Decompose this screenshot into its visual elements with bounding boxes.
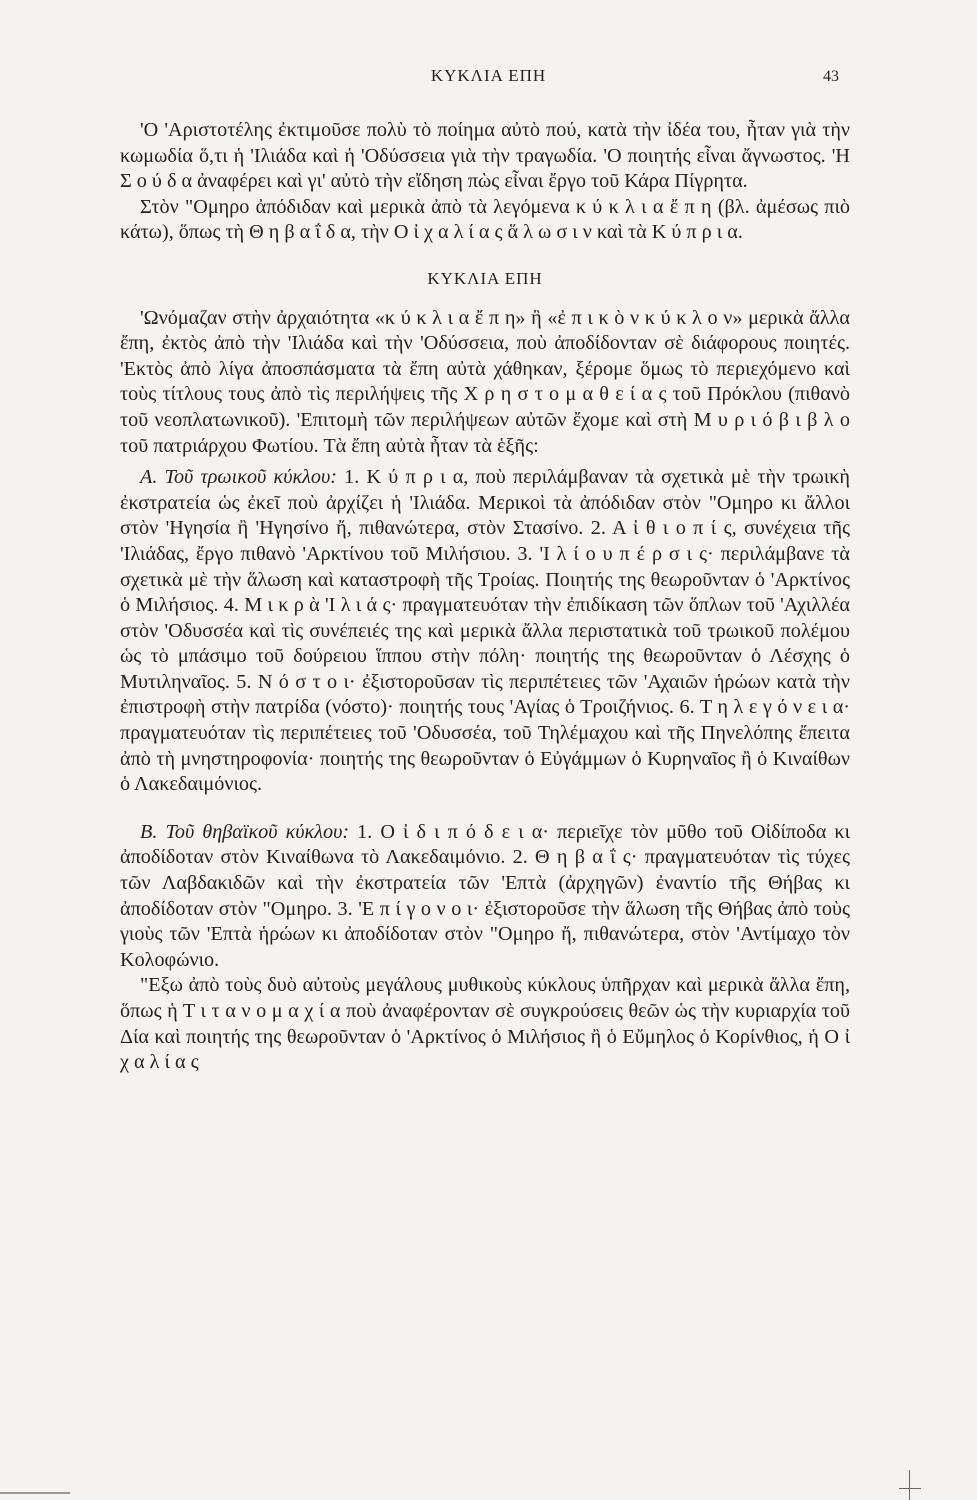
- theban-cycle-label: Β. Τοῦ θηβαϊκοῦ κύκλου:: [140, 820, 350, 843]
- text-column: [120, 118, 850, 1076]
- paragraph-other-epics: "Εξω ἀπὸ τοὺς δυὸ αὐτοὺς μεγάλους μυθικοὺς κύκλους ὑπῆρχαν καὶ μερικὰ ἄλλα ἔπη, ὅπως ἡ Τ ι τ α ν ο μ α χ ί α ποὺ ἀναφέρονταν σὲ συγκρούσεις θεῶν ὡς τὴν κυριαρχία τοῦ Δία καὶ ποιητής της θεωροῦνταν ὁ 'Αρκτίνος ὁ Μιλήσιος ἢ ὁ Εὔμηλος ὁ Κορίνθιος, ἡ Ο ἰ χ α λ ί α ς: [120, 974, 850, 1074]
- page-header: [0, 66, 977, 96]
- theban-cycle-text: 1. Ο ἰ δ ι π ό δ ε ι α· περιεῖχε τὸν μῦθο τοῦ Οἰδίποδα κι ἀποδίδοταν στὸν Κιναίθωνα τὸ Λακεδαιμόνιο. 2. Θ η β α ΐ ς· πραγματευόταν τὶς τύχες τῶν Λαβδακιδῶν καὶ τὴν ἐκστρατεία τῶν 'Επτὰ (ἀρχηγῶν) ἐναντίο τῆς Θήβας κι ἀποδίδοταν στὸν "Ομηρο. 3. 'Ε π ί γ ο ν ο ι· ἐξιστοροῦσε τὴν ἅλωση τῆς Θήβας ἀπὸ τοὺς γιοὺς τῶν 'Επτὰ ἡρώων κι ἀποδίδοταν στὸν "Ομηρο ἤ, πιθανώτερα, στὸν 'Αντίμαχο τὸν Κολοφώνιο.: [120, 820, 851, 971]
- paragraph-trojan-cycle: [120, 465, 850, 798]
- trojan-cycle-label: Α. Τοῦ τρωικοῦ κύκλου:: [140, 466, 337, 489]
- page-number: 43: [823, 68, 839, 85]
- scan-edge-strip: [0, 1492, 70, 1494]
- paragraph-homer-attribution: Στὸν "Ομηρο ἀπόδιδαν καὶ μερικὰ ἀπὸ τὰ λεγόμενα κ ύ κ λ ι α ἔ π η (βλ. ἀμέσως πιὸ κάτω), ὅπως τὴ Θ η β α ΐ δ α, τὴν Ο ἰ χ α λ ί α ς ἅ λ ω σ ι ν καὶ τὰ Κ ύ π ρ ι α.: [120, 195, 850, 244]
- crop-mark: [899, 1470, 921, 1500]
- paragraph-margites: 'Ο 'Αριστοτέλης ἐκτιμοῦσε πολὺ τὸ ποίημα αὐτὸ πού, κατὰ τὴν ἰδέα του, ἦταν γιὰ τὴν κωμωδία ὅ,τι ἡ 'Ιλιάδα καὶ ἡ 'Οδύσσεια γιὰ τὴν τραγωδία. 'Ο ποιητής εἶναι ἄγνωστος. 'Η Σ ο ύ δ α ἀναφέρει καὶ γι' αὐτὸ τὴν εἴδηση πὼς εἶναι ἔργο τοῦ Κάρα Πίγρητα.: [120, 119, 850, 193]
- paragraph-cyclic-epics-intro: 'Ωνόμαζαν στὴν ἀρχαιότητα «κ ύ κ λ ι α ἔ π η» ἢ «ἐ π ι κ ὸ ν κ ύ κ λ ο ν» μερικὰ ἄλλα ἔπη, ἐκτὸς ἀπὸ τὴν 'Ιλιάδα καὶ τὴν 'Οδύσσεια, ποὺ ἀποδίδονταν σὲ διάφορους ποιητές. 'Εκτὸς ἀπὸ λίγα ἀποσπάσματα τὰ ἔπη αὐτὰ χάθηκαν, ξέρομε ὅμως τὸ περιεχόμενο καὶ τοὺς τίτλους τους ἀπὸ τὶς περιλήψεις τῆς Χ ρ η σ τ ο μ α θ ε ί α ς τοῦ Πρόκλου (πιθανὸ τοῦ νεοπλατωνικοῦ). 'Επιτομὴ τῶν περιλήψεων αὐτῶν ἔχομε καὶ στὴ Μ υ ρ ι ό β ι β λ ο τοῦ πατριάρχου Φωτίου. Τὰ ἔπη αὐτὰ ἦταν τὰ ἑξῆς:: [120, 306, 850, 457]
- section-heading: ΚΥΚΛΙΑ ΕΠΗ: [427, 268, 543, 288]
- trojan-cycle-text: 1. Κ ύ π ρ ι α, ποὺ περιλάμβαναν τὰ σχετικὰ μὲ τὴν τρωικὴ ἐκστρατεία ὡς ἐκεῖ ποὺ ἀρχίζει ἡ 'Ιλιάδα. Μερικοὶ τὰ ἀπόδιδαν στὸν "Ομηρο κι ἄλλοι στὸν 'Ηγησία ἢ 'Ηγησίνο ἤ, πιθανώτερα, στὸν Στασίνο. 2. Α ἰ θ ι ο π ί ς, συνέχεια τῆς 'Ιλιάδας, ἔργο πιθανὸ 'Αρκτίνου τοῦ Μιλήσιου. 3. 'Ι λ ί ο υ π έ ρ σ ι ς· περιλάμβανε τὰ σχετικὰ μὲ τὴν ἅλωση καὶ καταστροφὴ τῆς Τροίας. Ποιητής της θεωροῦνταν ὁ 'Αρκτίνος ὁ Μιλήσιος. 4. Μ ι κ ρ ὰ 'Ι λ ι ά ς· πραγματευόταν τὴν ἐπιδίκαση τῶν ὅπλων τοῦ 'Αχιλλέα στὸν 'Οδυσσέα καὶ τὶς συνέπειές της καὶ μερικὰ ἄλλα περιστατικὰ τοῦ τρωικοῦ πολέμου ὡς τὸ μπάσιμο τοῦ δούρειου ἵππου στὴν πόλη· ποιητής της θεωροῦνταν ὁ Λέσχης ὁ Μυτιληναῖος. 5. Ν ό σ τ ο ι· ἐξιστοροῦσαν τὶς περιπέτειες τῶν 'Αχαιῶν ἡρώων κατὰ τὴν ἐπιστροφὴ στὴν πατρίδα (νόστο)· ποιητής τους 'Αγίας ὁ Τροιζήνιος. 6. Τ η λ ε γ ό ν ε ι α· πραγματευόταν τὶς περιπέτειες τοῦ 'Οδυσσέα, τοῦ Τηλέμαχου καὶ τῆς Πηνελόπης ἔπειτα ἀπὸ τὴ μνηστηροφονία· ποιητής της θεωροῦνταν ὁ Εὐγάμμων ὁ Κυρηναῖος ἢ ὁ Κιναίθων ὁ Λακεδαιμόνιος.: [120, 466, 850, 796]
- paragraph-theban-cycle: [120, 820, 850, 974]
- running-title: ΚΥΚΛΙΑ ΕΠΗ: [430, 66, 547, 85]
